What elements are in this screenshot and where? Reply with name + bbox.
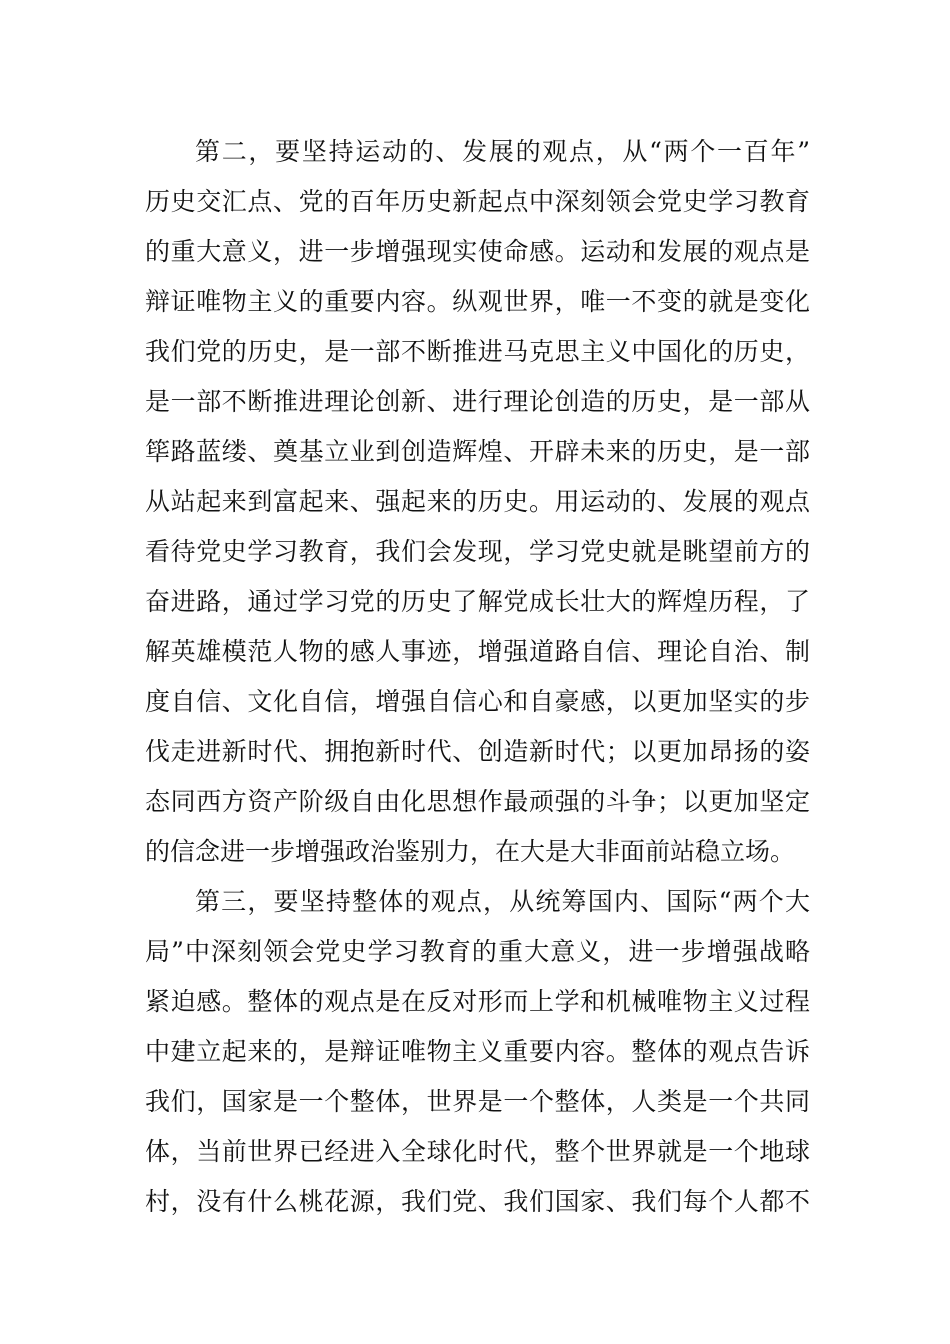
paragraph-2-line-8: 从站起来到富起来、强起来的历史。用运动的、发展的观点: [145, 487, 810, 516]
paragraph-2-line-11: 解英雄模范人物的感人事迹，增强道路自信、理论自治、制: [145, 637, 810, 666]
paragraph-2-line-12: 度自信、文化自信，增强自信心和自豪感，以更加坚实的步: [145, 687, 810, 716]
paragraph-2-line-5: 我们党的历史，是一部不断推进马克思主义中国化的历史，: [145, 337, 810, 366]
paragraph-3-line-6: 体，当前世界已经进入全球化时代，整个世界就是一个地球: [145, 1137, 810, 1166]
paragraph-3-line-7: 村，没有什么桃花源，我们党、我们国家、我们每个人都不: [145, 1187, 810, 1216]
paragraph-2-line-15: 的信念进一步增强政治鉴别力，在大是大非面前站稳立场。: [145, 837, 796, 866]
paragraph-2-line-6: 是一部不断推进理论创新、进行理论创造的历史，是一部从: [145, 387, 810, 416]
paragraph-2-line-9: 看待党史学习教育，我们会发现，学习党史就是眺望前方的: [145, 537, 810, 566]
paragraph-2-line-13: 伐走进新时代、拥抱新时代、创造新时代；以更加昂扬的姿: [145, 737, 810, 766]
paragraph-2-line-7: 筚路蓝缕、奠基立业到创造辉煌、开辟未来的历史，是一部: [145, 437, 810, 466]
paragraph-2-line-3: 的重大意义，进一步增强现实使命感。运动和发展的观点是: [145, 237, 810, 266]
paragraph-2-line-14: 态同西方资产阶级自由化思想作最顽强的斗争；以更加坚定: [145, 787, 810, 816]
paragraph-2-line-4: 辩证唯物主义的重要内容。纵观世界，唯一不变的就是变化: [145, 287, 810, 316]
paragraph-3-line-5: 我们，国家是一个整体，世界是一个整体，人类是一个共同: [145, 1087, 810, 1116]
paragraph-2-line-10: 奋进路，通过学习党的历史了解党成长壮大的辉煌历程，了: [145, 587, 810, 616]
body-text: [145, 127, 810, 1227]
paragraph-3-line-4: 中建立起来的，是辩证唯物主义重要内容。整体的观点告诉: [145, 1037, 810, 1066]
paragraph-2-line-2: 历史交汇点、党的百年历史新起点中深刻领会党史学习教育: [145, 187, 810, 216]
paragraph-3-line-3: 紧迫感。整体的观点是在反对形而上学和机械唯物主义过程: [145, 987, 810, 1016]
paragraph-2-line-1: 第二，要坚持运动的、发展的观点，从“两个一百年”: [195, 137, 810, 166]
paragraph-3-line-1: 第三，要坚持整体的观点，从统筹国内、国际“两个大: [195, 887, 810, 916]
paragraph-3-line-2: 局”中深刻领会党史学习教育的重大意义，进一步增强战略: [145, 937, 810, 966]
